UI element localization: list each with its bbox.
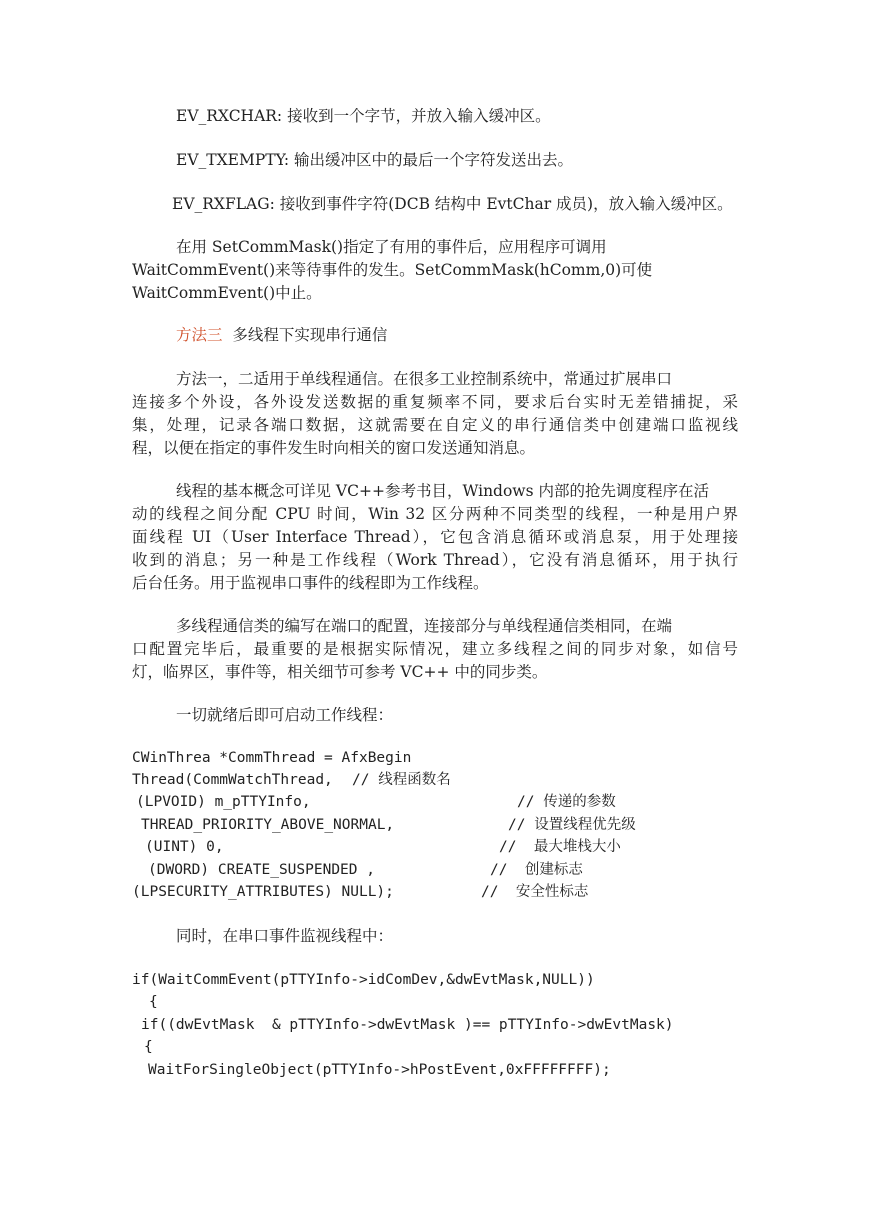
paragraph-setcommmask-line-1: 在用 SetCommMask()指定了有用的事件后，应用程序可调用 [176, 238, 607, 256]
code1-comment-3: // 传递的参数 [517, 794, 616, 810]
paragraph-setcommmask-line-2: WaitCommEvent()来等待事件的发生。SetCommMask(hComm,0)可使 [132, 261, 653, 279]
code1-line-7: (LPSECURITY_ATTRIBUTES) NULL); [132, 884, 394, 900]
code1-comment-6: // 创建标志 [490, 862, 583, 878]
code1-line-2: Thread(CommWatchThread, [132, 772, 351, 788]
code1-line-5: (UINT) 0, [145, 839, 224, 855]
code2-line-1: if(WaitCommEvent(pTTYInfo->idComDev,&dwEvtMask,NULL)) [132, 972, 595, 988]
paragraph-method12-line-1: 方法一，二适用于单线程通信。在很多工业控制系统中，常通过扩展串口 [176, 370, 673, 388]
code1-line-6: (DWORD) CREATE_SUSPENDED , [148, 862, 375, 878]
event-txempty-line: EV_TXEMPTY: 输出缓冲区中的最后一个字符发送出去。 [176, 151, 574, 169]
paragraph-meanwhile: 同时，在串口事件监视线程中： [176, 927, 394, 945]
code1-line-3: (LPVOID) m_pTTYInfo, [136, 794, 311, 810]
code2-line-5: WaitForSingleObject(pTTYInfo->hPostEvent,0xFFFFFFFF); [148, 1062, 611, 1078]
paragraph-thread-line-5: 后台任务。用于监视串口事件的线程即为工作线程。 [132, 574, 489, 592]
event-rxflag-line: EV_RXFLAG: 接收到事件字符(DCB 结构中 EvtChar 成员)，放入输入缓冲区。 [172, 195, 733, 213]
code1-comment-5: // 最大堆栈大小 [499, 839, 621, 855]
section-heading-title: 多线程下实现串行通信 [232, 326, 388, 344]
section-heading-label: 方法三 [176, 326, 223, 344]
code1-comment-4: // 设置线程优先级 [508, 817, 636, 833]
paragraph-thread-line-2: 动的线程之间分配 CPU 时间，Win 32 区分两种不同类型的线程，一种是用户界 [132, 505, 738, 523]
paragraph-setcommmask-line-3: WaitCommEvent()中止。 [132, 284, 322, 302]
paragraph-multithread-line-3: 灯，临界区，事件等，相关细节可参考 VC++ 中的同步类。 [132, 663, 548, 681]
paragraph-thread-line-1: 线程的基本概念可详见 VC++参考书目，Windows 内部的抢先调度程序在活 [176, 482, 709, 500]
code1-comment-7: // 安全性标志 [481, 884, 589, 900]
paragraph-thread-line-3: 面线程 UI（User Interface Thread），它包含消息循环或消息泵，用于处理接 [132, 528, 738, 546]
paragraph-thread-line-4: 收到的消息；另一种是工作线程（Work Thread），它没有消息循环，用于执行 [132, 551, 738, 569]
section-heading-method3 [176, 325, 387, 345]
paragraph-ready: 一切就绪后即可启动工作线程： [176, 706, 394, 724]
event-rxchar-line: EV_RXCHAR: 接收到一个字节，并放入输入缓冲区。 [176, 107, 551, 125]
paragraph-multithread-line-1: 多线程通信类的编写在端口的配置，连接部分与单线程通信类相同，在端 [176, 617, 673, 635]
paragraph-multithread-line-2: 口配置完毕后，最重要的是根据实际情况，建立多线程之间的同步对象，如信号 [132, 640, 738, 658]
paragraph-method12-line-4: 程，以便在指定的事件发生时向相关的窗口发送通知消息。 [132, 439, 536, 457]
paragraph-method12-line-3: 集，处理，记录各端口数据，这就需要在自定义的串行通信类中创建端口监视线 [132, 416, 738, 434]
code1-comment-2: // 线程函数名 [352, 772, 451, 788]
code2-line-3: if((dwEvtMask & pTTYInfo->dwEvtMask )== pTTYInfo->dwEvtMask) [141, 1017, 674, 1033]
code2-line-4: { [144, 1039, 153, 1055]
code2-line-2: { [149, 994, 158, 1010]
code1-line-4: THREAD_PRIORITY_ABOVE_NORMAL, [141, 817, 395, 833]
code1-line-1: CWinThrea *CommThread = AfxBegin [132, 750, 412, 766]
paragraph-method12-line-2: 连接多个外设，各外设发送数据的重复频率不同，要求后台实时无差错捕捉，采 [132, 393, 738, 411]
